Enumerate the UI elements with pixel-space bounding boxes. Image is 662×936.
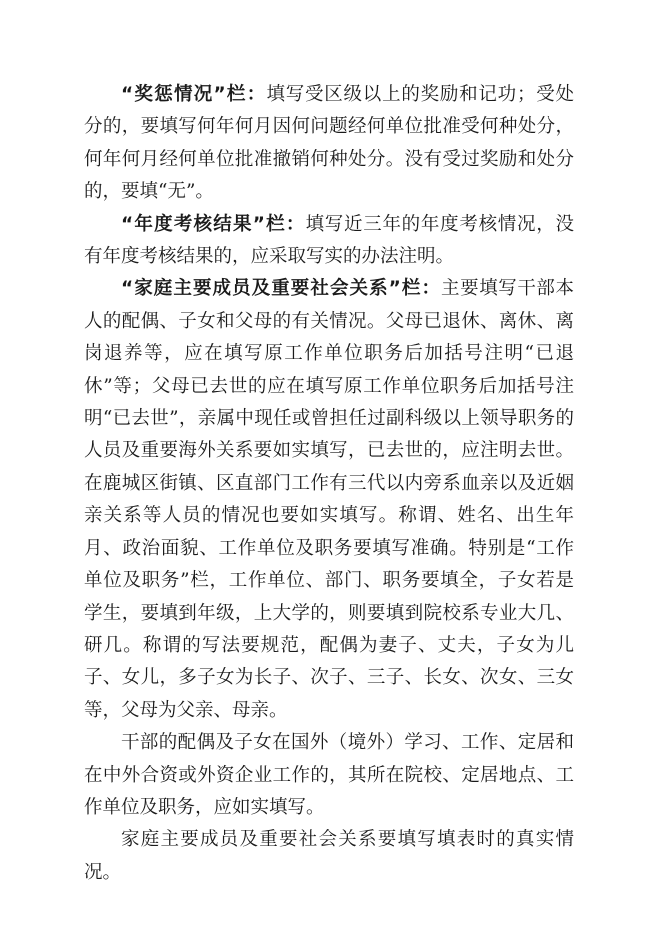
paragraph-family-relations xyxy=(84,273,574,727)
heading-family-relations: “家庭主要成员及重要社会关系”栏： xyxy=(121,278,442,300)
text-annual-assessment: 填写近三年的年度考核情况，没有年度考核结果的，应采取写实的办法注明。 xyxy=(84,213,574,268)
text-rewards-punishments: 填写受区级以上的奖励和记功；受处分的，要填写何年何月因何问题经何单位批准受何种处分，何年何月经何单位批准撤销何种处分。没有受过奖励和处分的，要填“无”。 xyxy=(84,84,574,203)
text-family-relations: 主要填写干部本人的配偶、子女和父母的有关情况。父母已退休、离休、离岗退养等，应在填写原工作单位职务后加括号注明“已退休”等；父母已去世的应在填写原工作单位职务后加括号注明“已去世”，亲属中现任或曾担任过副科级以上领导职务的人员及重要海外关系要如实填写，已去世的，应注明去世。在鹿城区街镇、区直部门工作有三代以内旁系血亲以及近姻亲关系等人员的情况也要如实填写。称谓、姓名、出生年月、政治面貌、工作单位及职务要填写准确。特别是“工作单位及职务”栏，工作单位、部门、职务要填全，子女若是学生，要填到年级，上大学的，则要填到院校系专业大几、研几。称谓的写法要规范，配偶为妻子、丈夫，子女为儿子、女儿，多子女为长子、次子、三子、长女、次女、三女等，父母为父亲、母亲。 xyxy=(84,278,574,721)
paragraph-overseas-relatives xyxy=(84,727,574,824)
paragraph-rewards-punishments xyxy=(84,79,574,209)
paragraph-truthful-filling xyxy=(84,824,574,889)
heading-annual-assessment: “年度考核结果”栏： xyxy=(121,213,306,235)
document-body xyxy=(84,79,574,889)
text-overseas-relatives: 干部的配偶及子女在国外（境外）学习、工作、定居和在中外合资或外资企业工作的，其所在院校、定居地点、工作单位及职务，应如实填写。 xyxy=(84,732,574,818)
paragraph-annual-assessment xyxy=(84,209,574,274)
text-truthful-filling: 家庭主要成员及重要社会关系要填写填表时的真实情况。 xyxy=(84,829,574,883)
heading-rewards-punishments: “奖惩情况”栏： xyxy=(121,84,267,105)
